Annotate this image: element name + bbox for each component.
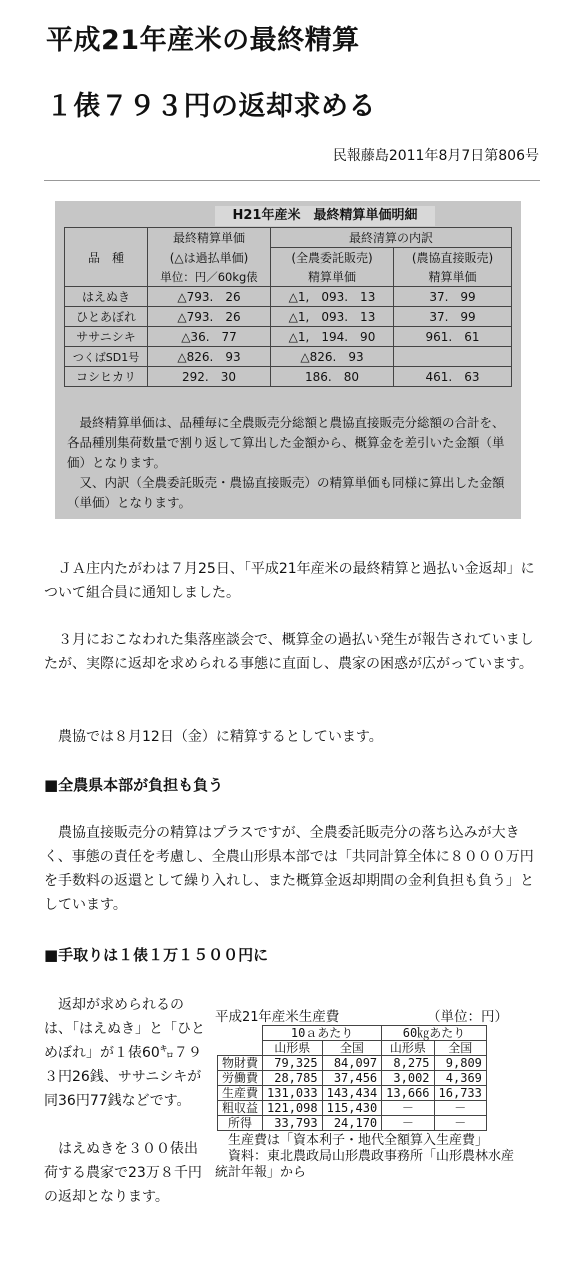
col-breakdown: 最終清算の内訳	[271, 228, 512, 248]
variety-name: つくばSD1号	[65, 347, 148, 367]
zennou-price: △826. 93	[271, 347, 394, 367]
final-settlement-figure	[55, 201, 521, 519]
col-final-l1: 最終精算単価	[148, 228, 271, 248]
unit-label: （単位：円）	[427, 1009, 508, 1025]
cell: 28,785	[263, 1071, 323, 1086]
headline: 平成21年産米の最終精算	[46, 25, 360, 56]
variety-name: はえぬき	[65, 287, 148, 307]
row-label: 労働費	[218, 1071, 263, 1086]
cell: 33,793	[263, 1116, 323, 1131]
note-paragraph: 又、内訳（全農委託販売・農協直接販売）の精算単価も同様に算出した金額（単価）となります。	[67, 475, 505, 510]
cell: 16,733	[434, 1086, 486, 1101]
cell: 3,002	[382, 1071, 434, 1086]
col-60kg: 60㎏あたり	[382, 1026, 487, 1041]
col-nokyo-l2: 精算単価	[394, 267, 512, 287]
cost-table	[217, 1025, 487, 1131]
paragraph: ３月におこなわれた集落座談会で、概算金の過払い発生が報告されていましたが、実際に返却を求められる事態に直面し、農家の困惑が広がっています。	[44, 632, 534, 672]
nokyo-price	[394, 347, 512, 367]
cell: 8,275	[382, 1056, 434, 1071]
zennou-price: △1, 093. 13	[271, 307, 394, 327]
production-cost-figure	[215, 1005, 525, 1181]
table-row	[65, 347, 512, 367]
final-price: △793. 26	[148, 287, 271, 307]
table-row	[218, 1101, 487, 1116]
col-zennou-l2: 精算単価	[271, 267, 394, 287]
sub-header: 全国	[322, 1041, 382, 1056]
row-label: 粗収益	[218, 1101, 263, 1116]
cell: 143,434	[322, 1086, 382, 1101]
settlement-table	[64, 227, 512, 387]
cell: 121,098	[263, 1101, 323, 1116]
footnote: 資料：東北農政局山形農政事務所「山形農林水産統計年報」から	[215, 1149, 515, 1180]
note-paragraph: 最終精算単価は、品種毎に全農販売分総額と農協直接販売分総額の合計を、各品種別集荷数量で割り返して算出した金額から、概算金を差引いた金額（単価）となります。	[67, 415, 505, 470]
row-label: 所得	[218, 1116, 263, 1131]
paragraph: 返却が求められるのは、「はえぬき」と「ひとめぼれ」が１俵60㌔７９３円26銭、ササニシキが同36円77銭などです。	[44, 997, 205, 1109]
table-row	[65, 367, 512, 387]
cell: －	[382, 1101, 434, 1116]
nokyo-price: 37. 99	[394, 287, 512, 307]
zennou-price: △1, 194. 90	[271, 327, 394, 347]
variety-name: ひとあぼれ	[65, 307, 148, 327]
final-price: △826. 93	[148, 347, 271, 367]
side-column	[44, 993, 206, 1209]
col-nokyo-l1: (農協直接販売)	[394, 248, 512, 268]
paragraph: はえぬきを３００俵出荷する農家で23万８千円の返却となります。	[44, 1141, 202, 1205]
table-row	[218, 1071, 487, 1086]
final-price: △36. 77	[148, 327, 271, 347]
cell: 115,430	[322, 1101, 382, 1116]
table-row	[218, 1056, 487, 1071]
cell: 131,033	[263, 1086, 323, 1101]
cell: 13,666	[382, 1086, 434, 1101]
final-price: △793. 26	[148, 307, 271, 327]
figure-title: 平成21年産米生産費	[215, 1009, 340, 1025]
table-row	[65, 287, 512, 307]
sub-header: 山形県	[382, 1041, 434, 1056]
paragraph: ＪＡ庄内たがわは７月25日、「平成21年産米の最終精算と過払い金返却」について組合員に通知しました。	[44, 561, 535, 601]
nokyo-price: 461. 63	[394, 367, 512, 387]
table-row	[218, 1086, 487, 1101]
nokyo-price: 961. 61	[394, 327, 512, 347]
subheadline: １俵７９３円の返却求める	[46, 91, 376, 122]
cell: －	[434, 1116, 486, 1131]
final-price: 292. 30	[148, 367, 271, 387]
cell: 9,809	[434, 1056, 486, 1071]
col-variety: 品 種	[65, 228, 148, 287]
zennou-price: △1, 093. 13	[271, 287, 394, 307]
cell: 4,369	[434, 1071, 486, 1086]
row-label: 生産費	[218, 1086, 263, 1101]
nokyo-price: 37. 99	[394, 307, 512, 327]
cell: －	[382, 1116, 434, 1131]
figure-title: H21年産米 最終精算単価明細	[215, 206, 435, 226]
col-final-l2: (△は過払単価)	[148, 248, 271, 268]
divider	[44, 180, 540, 181]
cell: －	[434, 1101, 486, 1116]
footnote: 生産費は「資本利子・地代全額算入生産費」	[228, 1133, 489, 1148]
paragraph: 農協直接販売分の精算はプラスですが、全農委託販売分の落ち込みが大きく、事態の責任を考慮し、全農山形県本部では「共同計算全体に８０００万円を手数料の返還として繰り入れし、また概算金返却期間の金利負担も負う」としています。	[44, 825, 534, 913]
table-row	[65, 327, 512, 347]
cell: 79,325	[263, 1056, 323, 1071]
sub-header: 全国	[434, 1041, 486, 1056]
col-zennou-l1: (全農委託販売)	[271, 248, 394, 268]
table-row	[218, 1116, 487, 1131]
paragraph: 農協では８月12日（金）に精算するとしています。	[58, 729, 383, 745]
sub-header: 山形県	[263, 1041, 323, 1056]
table-row	[65, 307, 512, 327]
cell: 24,170	[322, 1116, 382, 1131]
section-heading: ■手取りは１俵１万１５００円に	[44, 946, 269, 964]
cell: 37,456	[322, 1071, 382, 1086]
col-10a: 10ａあたり	[263, 1026, 382, 1041]
col-final-l3: 単位：円／60kg俵	[148, 267, 271, 287]
zennou-price: 186. 80	[271, 367, 394, 387]
variety-name: ササニシキ	[65, 327, 148, 347]
cell: 84,097	[322, 1056, 382, 1071]
figure-note	[67, 413, 513, 513]
byline: 民報藤島2011年8月7日第806号	[332, 148, 539, 164]
section-heading: ■全農県本部が負担も負う	[44, 776, 224, 794]
row-label: 物財費	[218, 1056, 263, 1071]
variety-name: コシヒカリ	[65, 367, 148, 387]
